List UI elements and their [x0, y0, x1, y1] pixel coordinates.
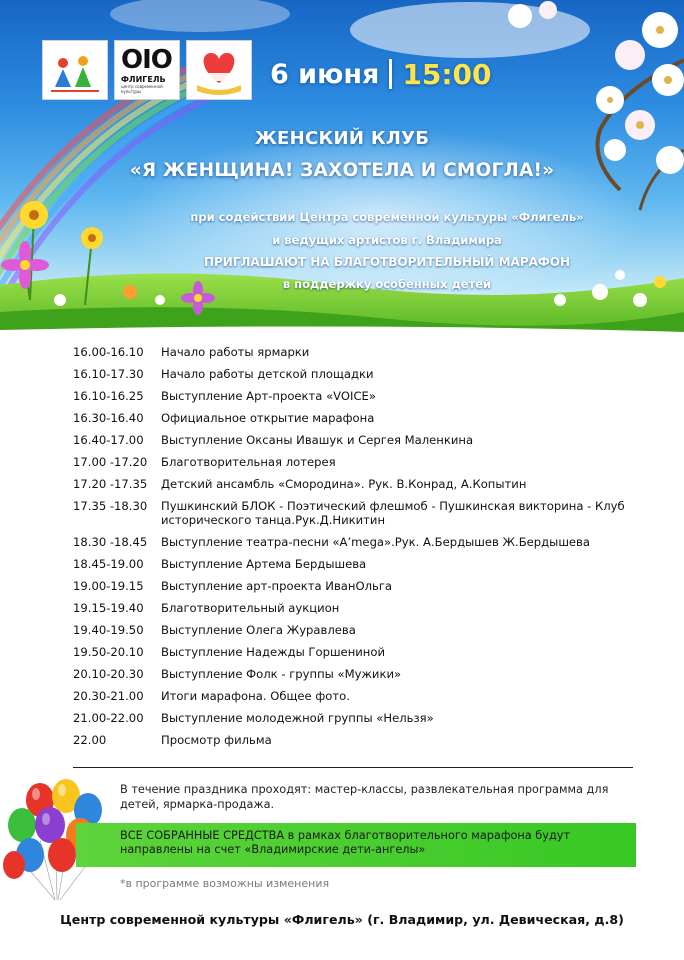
angels-logo [186, 40, 252, 100]
schedule-event: Официальное открытие марафона [161, 411, 375, 425]
schedule-event: Благотворительный аукцион [161, 601, 340, 615]
schedule-time: 19.00-19.15 [73, 579, 144, 593]
schedule-event: Начало работы ярмарки [161, 345, 310, 359]
schedule-time: 21.00-22.00 [73, 711, 144, 725]
schedule-event: Выступление Артема Бердышева [161, 557, 367, 571]
schedule-row [73, 367, 673, 381]
schedule-time: 17.20 -17.35 [73, 477, 148, 491]
schedule-time: 16.00-16.10 [73, 345, 144, 359]
schedule-event: Выступление арт-проекта ИванОльга [161, 579, 393, 593]
changes-note: *в программе возможны изменения [120, 877, 330, 890]
schedule-time: 16.40-17.00 [73, 433, 144, 447]
event-datetime [270, 54, 492, 94]
program-info: В течение праздника проходят: мастер-классы, развлекательная программа для детей, ярмарка-продажа. [120, 783, 609, 811]
schedule-row [73, 733, 673, 747]
schedule-row [73, 477, 673, 491]
schedule-event: Просмотр фильма [161, 733, 272, 747]
schedule-row [73, 711, 673, 725]
intro-line-4: в поддержку особенных детей [282, 277, 492, 291]
schedule-time: 18.30 -18.45 [73, 535, 148, 549]
schedule-time: 19.50-20.10 [73, 645, 144, 659]
fligel-logo-name: ФЛИГЕЛЬ [121, 74, 166, 84]
women-club-logo [42, 40, 108, 100]
schedule-row [73, 689, 673, 703]
schedule-row [73, 579, 673, 593]
schedule-time: 18.45-19.00 [73, 557, 144, 571]
schedule-event: Выступление Фолк - группы «Мужики» [161, 667, 402, 681]
funds-text: ВСЕ СОБРАННЫЕ СРЕДСТВА в рамках благотворительного марафона будут направлены на счет «Владимирские дети-ангелы» [120, 829, 571, 856]
schedule-event: Пушкинский БЛОК - Поэтический флешмоб - Пушкинская викторина - Клуб исторического танца.Рук.Д.Никитин [161, 499, 625, 527]
schedule-event: Начало работы детской площадки [161, 367, 374, 381]
fligel-logo-mark: OIO [121, 44, 172, 75]
schedule-row [73, 389, 673, 403]
program-schedule [73, 343, 673, 747]
date-separator [389, 59, 392, 89]
schedule-event: Выступление Арт-проекта «VOICE» [161, 389, 376, 403]
section-divider [73, 767, 633, 768]
schedule-time: 19.40-19.50 [73, 623, 144, 637]
venue-footer: Центр современной культуры «Флигель» (г. Владимир, ул. Девическая, д.8) [60, 912, 624, 927]
partner-logos [42, 40, 252, 100]
schedule-event: Выступление театра-песни «A’mega».Рук. А.Бердышев Ж.Бердышева [161, 535, 590, 549]
schedule-event: Детский ансамбль «Смородина». Рук. В.Конрад, А.Копытин [161, 477, 527, 491]
schedule-event: Итоги марафона. Общее фото. [161, 689, 350, 703]
fligel-logo-sub: центр современной культуры [121, 83, 163, 94]
club-title: ЖЕНСКИЙ КЛУБ [254, 128, 430, 149]
schedule-event: Выступление молодежной группы «Нельзя» [161, 711, 434, 725]
schedule-row [73, 645, 673, 659]
club-slogan: «Я ЖЕНЩИНА! ЗАХОТЕЛА И СМОГЛА!» [129, 160, 555, 181]
intro-line-2: и ведущих артистов г. Владимира [272, 233, 502, 247]
fligel-logo [114, 40, 180, 100]
schedule-time: 17.35 -18.30 [73, 499, 148, 513]
schedule-row [73, 433, 673, 447]
intro-line-1: при содействии Центра современной культуры «Флигель» [190, 210, 584, 224]
schedule-event: Выступление Оксаны Ивашук и Сергея Маленкина [161, 433, 474, 447]
schedule-time: 19.15-19.40 [73, 601, 144, 615]
schedule-row [73, 535, 673, 549]
schedule-event: Выступление Олега Журавлева [161, 623, 356, 637]
heart-hands-icon [189, 43, 249, 97]
schedule-row [73, 455, 673, 469]
schedule-row [73, 499, 673, 527]
event-date: 6 июня [270, 58, 380, 90]
schedule-event: Выступление Надежды Горшениной [161, 645, 386, 659]
schedule-row [73, 345, 673, 359]
schedule-time: 17.00 -17.20 [73, 455, 148, 469]
schedule-time: 16.10-17.30 [73, 367, 144, 381]
schedule-row [73, 411, 673, 425]
schedule-row [73, 601, 673, 615]
schedule-time: 20.30-21.00 [73, 689, 144, 703]
schedule-row [73, 667, 673, 681]
schedule-row [73, 557, 673, 571]
schedule-time: 22.00 [73, 733, 107, 747]
event-time: 15:00 [402, 57, 492, 91]
schedule-row [73, 623, 673, 637]
schedule-time: 16.30-16.40 [73, 411, 144, 425]
schedule-event: Благотворительная лотерея [161, 455, 336, 469]
schedule-time: 20.10-20.30 [73, 667, 144, 681]
women-club-logo-icon [45, 43, 105, 97]
intro-line-3: ПРИГЛАШАЮТ НА БЛАГОТВОРИТЕЛЬНЫЙ МАРАФОН [203, 255, 571, 269]
hero-banner [0, 0, 684, 345]
schedule-time: 16.10-16.25 [73, 389, 144, 403]
